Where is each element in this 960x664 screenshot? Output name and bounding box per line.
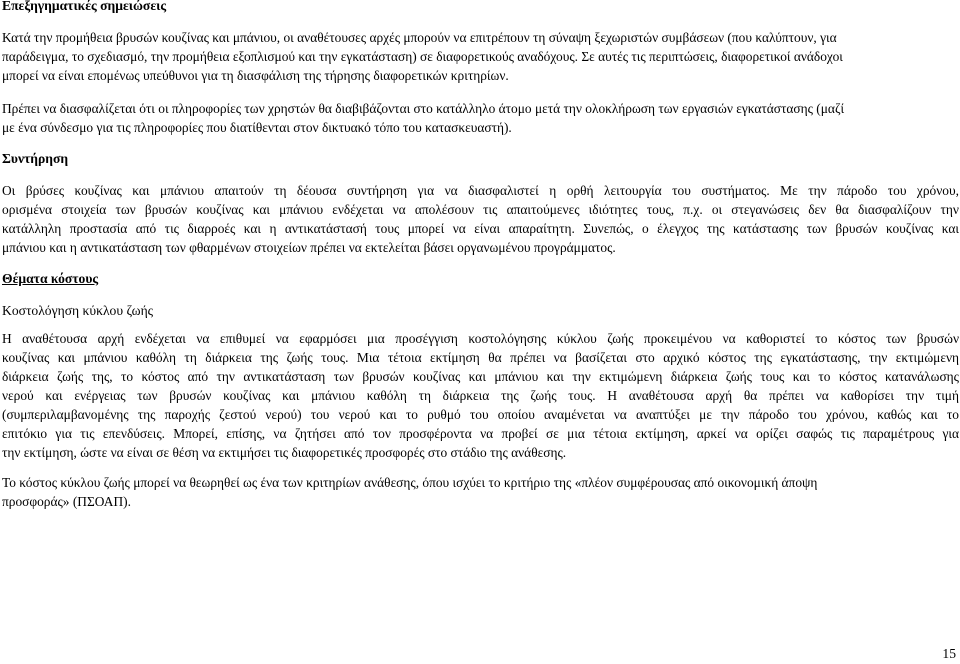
text-line: με ένα σύνδεσμο για τις πληροφορίες που διατίθενται στον δικτυακό τόπο του κατασκευαστή). [2,120,512,135]
text-line: μπάνιου και η αντικατάσταση των φθαρμένων στοιχείων πρέπει να εκτελείται βάσει οργανωμένου προγράμματος. [2,240,616,255]
heading-maintenance: Συντήρηση [2,151,69,166]
text-line: επιτόκιο για τις επενδύσεις. Μπορεί, επίσης, να ζητήσει από τον προσφέροντα να προβεί σε μια τέτοια εκτίμηση, αρκεί να ορίζει σαφώς τις παραμέτρους για [2,426,959,441]
text-line: διάρκεια ζωής της, το κόστος από την αντικατάσταση των βρυσών κουζίνας και μπάνιου και την εκτιμώμενη διάρκεια ζωής τους και το κόστος κατανάλωσης [2,369,959,384]
text-line: κουζίνας και μπάνιου καθόλη τη διάρκεια της ζωής τους. Μια τέτοια εκτίμηση θα πρέπει να βασίζεται στο αρχικό κόστος της εγκατάστασης, την εκτιμώμενη [2,350,959,365]
subheading-life-cycle-costing: Κοστολόγηση κύκλου ζωής [2,303,154,318]
heading-explanatory-notes: Επεξηγηματικές σημειώσεις [2,0,167,13]
text-line: μπορεί να είναι επομένως υπεύθυνοι για τη διασφάλιση της τήρησης διαφορετικών κριτηρίων. [2,68,509,83]
text-line: (συμπεριλαμβανομένης της παροχής ζεστού νερού) του νερού και το ρυθμό του οποίου αναμένεται να αναπτύξει με την πάροδο του χρόνου, καθώς και το [2,407,959,422]
page-number: 15 [942,646,956,661]
heading-cost-issues: Θέματα κόστους [2,271,99,286]
text-line: την εκτίμηση, ώστε να είναι σε θέση να εκτιμήσει τις διαφορετικές προσφορές στο στάδιο της ανάθεσης. [2,445,567,460]
text-line: προσφοράς» (ΠΣΟΑΠ). [2,494,131,509]
paragraph-life-cycle-costing [2,329,959,462]
paragraph-procurement-contracts [2,28,959,85]
text-line: κατάλληλη προστασία από τις διαρροές και η αντικατάστασή τους μπορεί να είναι απαραίτητη. Συνεπώς, ο έλεγχος της κατάστασης των βρυσών κουζίνας και [2,221,959,236]
paragraph-maintenance [2,181,959,257]
text-line: Το κόστος κύκλου ζωής μπορεί να θεωρηθεί ως ένα των κριτηρίων ανάθεσης, όπου ισχύει το κριτήριο της «πλέον συμφέρουσας από οικονομική άποψη [2,475,818,490]
paragraph-user-information [2,99,959,137]
text-line: Η αναθέτουσα αρχή ενδέχεται να επιθυμεί να εφαρμόσει μια προσέγγιση κοστολόγησης κύκλου ζωής προκειμένου να καθοριστεί το κόστος των βρυσών [2,331,959,346]
text-line: παράδειγμα, το σχεδιασμό, την προμήθεια εξοπλισμού και την εγκατάσταση) σε διαφορετικούς αναδόχους. Σε αυτές τις περιπτώσεις, διαφορετικοί ανάδοχοι [2,49,843,64]
text-line: νερού και ενέργειας των βρυσών κουζίνας και μπάνιου καθόλη τη διάρκεια της ζωής τους. Η αναθέτουσα αρχή θα πρέπει να καθορίσει την τιμή [2,388,959,403]
text-line: Οι βρύσες κουζίνας και μπάνιου απαιτούν τη δέουσα συντήρηση για να διασφαλιστεί η ορθή λειτουργία του συστήματος. Με την πάροδο του χρόνου, [2,183,959,198]
paragraph-award-criterion [2,473,959,511]
text-line: ορισμένα στοιχεία των βρυσών κουζίνας και μπάνιου ενδέχεται να απολέσουν τις απαιτούμενες ιδιότητες τους, π.χ. οι στεγανώσεις δεν θα διασφαλίζουν την [2,202,959,217]
text-line: Κατά την προμήθεια βρυσών κουζίνας και μπάνιου, οι αναθέτουσες αρχές μπορούν να επιτρέπουν τη σύναψη ξεχωριστών συμβάσεων (που καλύπτουν, για [2,30,837,45]
text-line: Πρέπει να διασφαλίζεται ότι οι πληροφορίες των χρηστών θα διαβιβάζονται στο κατάλληλο άτομο μετά την ολοκλήρωση των εργασιών εγκατάστασης (μαζί [2,101,845,116]
